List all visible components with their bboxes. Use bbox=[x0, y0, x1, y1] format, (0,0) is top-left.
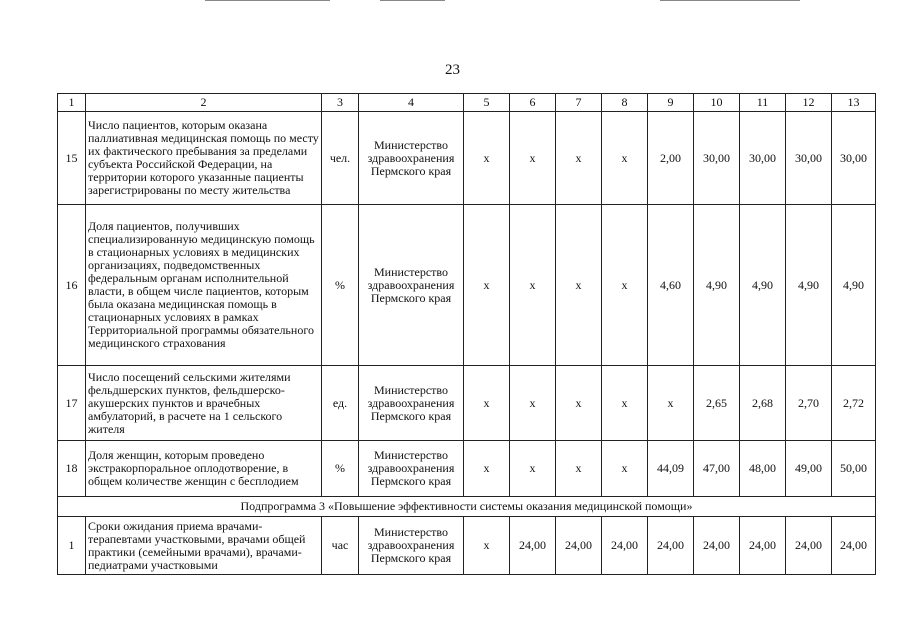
value-cell: x bbox=[556, 205, 602, 366]
value-cell: 2,72 bbox=[832, 366, 876, 441]
value-cell: x bbox=[464, 517, 510, 575]
value-cell: x bbox=[556, 366, 602, 441]
value-cell: 24,00 bbox=[602, 517, 648, 575]
unit-cell: час bbox=[322, 517, 359, 575]
value-cell: x bbox=[464, 366, 510, 441]
table-header-row bbox=[58, 94, 876, 112]
column-header: 12 bbox=[786, 94, 832, 112]
value-cell: 24,00 bbox=[694, 517, 740, 575]
table-row bbox=[58, 112, 876, 205]
value-cell: 4,60 bbox=[648, 205, 694, 366]
value-cell: x bbox=[464, 112, 510, 205]
value-cell: x bbox=[602, 441, 648, 497]
row-number: 18 bbox=[58, 441, 86, 497]
value-cell: 24,00 bbox=[648, 517, 694, 575]
value-cell: x bbox=[602, 205, 648, 366]
value-cell: x bbox=[602, 366, 648, 441]
value-cell: x bbox=[510, 441, 556, 497]
value-cell: 2,65 bbox=[694, 366, 740, 441]
indicator-name: Доля пациентов, получивших специализированную медицинскую помощь в стационарных условиях в медицинских организациях, подведомственных федеральным органам исполнительной власти, в общем числе пациентов, которым была оказана медицинская помощь в стационарных условиях в рамках Территориальной программы обязательного медицинского страхования bbox=[86, 205, 322, 366]
value-cell: 49,00 bbox=[786, 441, 832, 497]
value-cell: 50,00 bbox=[832, 441, 876, 497]
column-header: 7 bbox=[556, 94, 602, 112]
row-number: 1 bbox=[58, 517, 86, 575]
value-cell: 4,90 bbox=[740, 205, 786, 366]
unit-cell: % bbox=[322, 205, 359, 366]
value-cell: 4,90 bbox=[786, 205, 832, 366]
value-cell: 24,00 bbox=[786, 517, 832, 575]
organization-cell: Министерство здравоохранения Пермского края bbox=[359, 441, 464, 497]
row-number: 15 bbox=[58, 112, 86, 205]
value-cell: 2,00 bbox=[648, 112, 694, 205]
value-cell: 30,00 bbox=[740, 112, 786, 205]
value-cell: x bbox=[510, 112, 556, 205]
subprogram-heading-row bbox=[58, 497, 876, 517]
value-cell: x bbox=[602, 112, 648, 205]
row-number: 16 bbox=[58, 205, 86, 366]
unit-cell: ед. bbox=[322, 366, 359, 441]
indicator-name: Число посещений сельскими жителями фельдшерских пунктов, фельдшерско-акушерских пунктов и врачебных амбулаторий, в расчете на 1 сельского жителя bbox=[86, 366, 322, 441]
indicator-name: Число пациентов, которым оказана паллиативная медицинская помощь по месту их фактического пребывания за пределами субъекта Российской Федерации, на территории которого указанные пациенты зарегистрированы по месту жительства bbox=[86, 112, 322, 205]
scan-edge-line bbox=[205, 0, 330, 1]
organization-cell: Министерство здравоохранения Пермского края bbox=[359, 517, 464, 575]
value-cell: 30,00 bbox=[694, 112, 740, 205]
column-header: 4 bbox=[359, 94, 464, 112]
value-cell: x bbox=[510, 205, 556, 366]
table-row bbox=[58, 441, 876, 497]
table-row bbox=[58, 366, 876, 441]
value-cell: x bbox=[510, 366, 556, 441]
column-header: 8 bbox=[602, 94, 648, 112]
value-cell: 24,00 bbox=[740, 517, 786, 575]
column-header: 6 bbox=[510, 94, 556, 112]
value-cell: 4,90 bbox=[832, 205, 876, 366]
column-header: 13 bbox=[832, 94, 876, 112]
column-header: 11 bbox=[740, 94, 786, 112]
unit-cell: % bbox=[322, 441, 359, 497]
unit-cell: чел. bbox=[322, 112, 359, 205]
organization-cell: Министерство здравоохранения Пермского края bbox=[359, 205, 464, 366]
indicator-name: Сроки ожидания приема врачами-терапевтами участковыми, врачами общей практики (семейными врачами), врачами-педиатрами участковыми bbox=[86, 517, 322, 575]
value-cell: x bbox=[556, 441, 602, 497]
value-cell: 24,00 bbox=[510, 517, 556, 575]
value-cell: 4,90 bbox=[694, 205, 740, 366]
value-cell: 30,00 bbox=[832, 112, 876, 205]
page-number: 23 bbox=[445, 62, 460, 78]
indicator-name: Доля женщин, которым проведено экстракорпоральное оплодотворение, в общем количестве женщин с бесплодием bbox=[86, 441, 322, 497]
value-cell: x bbox=[464, 441, 510, 497]
scan-edge-line bbox=[660, 0, 800, 1]
value-cell: 44,09 bbox=[648, 441, 694, 497]
value-cell: 2,68 bbox=[740, 366, 786, 441]
column-header: 9 bbox=[648, 94, 694, 112]
organization-cell: Министерство здравоохранения Пермского края bbox=[359, 112, 464, 205]
value-cell: x bbox=[556, 112, 602, 205]
subprogram-heading: Подпрограмма 3 «Повышение эффективности системы оказания медицинской помощи» bbox=[58, 497, 876, 517]
value-cell: 47,00 bbox=[694, 441, 740, 497]
value-cell: 24,00 bbox=[556, 517, 602, 575]
value-cell: 48,00 bbox=[740, 441, 786, 497]
column-header: 2 bbox=[86, 94, 322, 112]
column-header: 5 bbox=[464, 94, 510, 112]
row-number: 17 bbox=[58, 366, 86, 441]
value-cell: 24,00 bbox=[832, 517, 876, 575]
organization-cell: Министерство здравоохранения Пермского края bbox=[359, 366, 464, 441]
column-header: 10 bbox=[694, 94, 740, 112]
table-row bbox=[58, 205, 876, 366]
column-header: 3 bbox=[322, 94, 359, 112]
table-row bbox=[58, 517, 876, 575]
value-cell: 2,70 bbox=[786, 366, 832, 441]
column-header: 1 bbox=[58, 94, 86, 112]
scan-edge-line bbox=[380, 0, 445, 1]
value-cell: x bbox=[464, 205, 510, 366]
value-cell: 30,00 bbox=[786, 112, 832, 205]
value-cell: x bbox=[648, 366, 694, 441]
indicators-table bbox=[57, 93, 876, 575]
